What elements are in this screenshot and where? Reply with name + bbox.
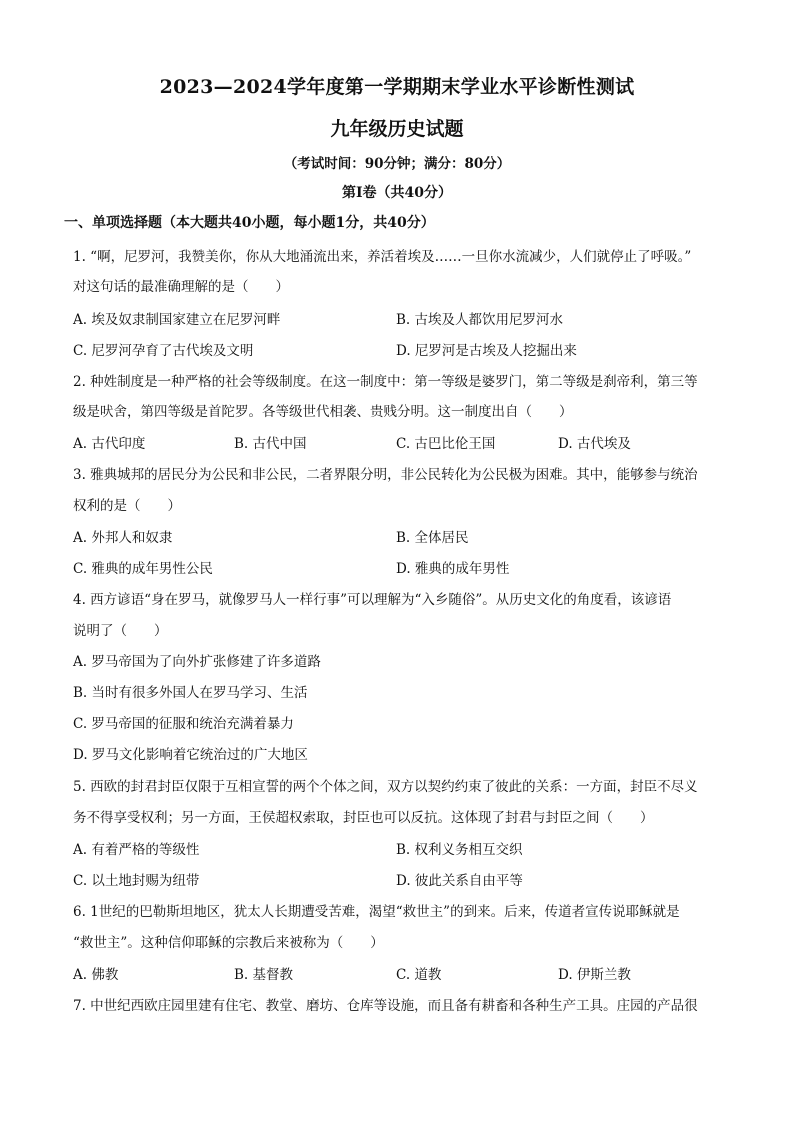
- section-heading: 一、单项选择题（本大题共40小题，每小题1分，共40分）: [64, 215, 435, 231]
- question-1-line-1: 1. “啊，尼罗河，我赞美你，你从大地涌流出来，养活着埃及……一旦你水流减少，人们就停止了呼吸。”: [73, 249, 692, 265]
- question-5-option-c: C. 以土地封赐为纽带: [73, 873, 200, 889]
- question-1-option-b: B. 古埃及人都饮用尼罗河水: [396, 312, 564, 328]
- question-6-option-c: C. 道教: [396, 967, 442, 983]
- question-3-option-c: C. 雅典的成年男性公民: [73, 561, 213, 577]
- question-3-option-b: B. 全体居民: [396, 530, 469, 546]
- question-1-line-2: 对这句话的最准确理解的是（ ）: [73, 279, 289, 295]
- question-2-option-b: B. 古代中国: [234, 436, 307, 452]
- question-6-option-b: B. 基督教: [234, 967, 294, 983]
- question-1-option-c: C. 尼罗河孕育了古代埃及文明: [73, 343, 254, 359]
- question-4-line-1: 4. 西方谚语“身在罗马，就像罗马人一样行事”可以理解为“入乡随俗”。从历史文化的角度看，该谚语: [73, 592, 672, 608]
- question-5-line-1: 5. 西欧的封君封臣仅限于互相宣誓的两个个体之间，双方以契约约束了彼此的关系：一方面，封臣不尽义: [73, 779, 698, 795]
- question-3-line-2: 权利的是（ ）: [73, 498, 181, 514]
- question-1-option-d: D. 尼罗河是古埃及人挖掘出来: [396, 343, 577, 359]
- question-3-line-1: 3. 雅典城邦的居民分为公民和非公民，二者界限分明，非公民转化为公民极为困难。其中，能够参与统治: [73, 467, 698, 483]
- question-4-option-c: C. 罗马帝国的征服和统治充满着暴力: [73, 716, 294, 732]
- volume-heading: 第Ⅰ卷（共40分）: [341, 185, 453, 201]
- question-4-line-2: 说明了（ ）: [73, 623, 168, 639]
- exam-title: 2023—2024学年度第一学期期末学业水平诊断性测试: [159, 76, 635, 98]
- exam-info: （考试时间：90分钟；满分：80分）: [283, 156, 511, 172]
- question-4-option-d: D. 罗马文化影响着它统治过的广大地区: [73, 747, 308, 763]
- question-2-option-c: C. 古巴比伦王国: [396, 436, 496, 452]
- question-3-option-d: D. 雅典的成年男性: [396, 561, 510, 577]
- question-5-line-2: 务不得享受权利；另一方面，王侯超权索取，封臣也可以反抗。这体现了封君与封臣之间（ ）: [73, 810, 654, 826]
- question-1-option-a: A. 埃及奴隶制国家建立在尼罗河畔: [73, 312, 281, 328]
- question-4-option-b: B. 当时有很多外国人在罗马学习、生活: [73, 685, 308, 701]
- question-6-line-2: “救世主”。这种信仰耶稣的宗教后来被称为（ ）: [73, 935, 384, 951]
- question-6-line-1: 6. 1世纪的巴勒斯坦地区，犹太人长期遭受苦难，渴望“救世主”的到来。后来，传道者宣传说耶稣就是: [73, 904, 680, 920]
- question-2-line-1: 2. 种姓制度是一种严格的社会等级制度。在这一制度中：第一等级是婆罗门，第二等级是刹帝利，第三等: [73, 374, 698, 390]
- question-6-option-d: D. 伊斯兰教: [558, 967, 631, 983]
- question-2-option-a: A. 古代印度: [73, 436, 146, 452]
- question-2-line-2: 级是吠舍，第四等级是首陀罗。各等级世代相袭、贵贱分明。这一制度出自（ ）: [73, 404, 573, 420]
- question-5-option-a: A. 有着严格的等级性: [73, 842, 200, 858]
- question-4-option-a: A. 罗马帝国为了向外扩张修建了许多道路: [73, 654, 321, 670]
- question-6-option-a: A. 佛教: [73, 967, 119, 983]
- exam-subtitle: 九年级历史试题: [330, 118, 464, 140]
- question-3-option-a: A. 外邦人和奴隶: [73, 530, 173, 546]
- question-5-option-b: B. 权利义务相互交织: [396, 842, 523, 858]
- question-5-option-d: D. 彼此关系自由平等: [396, 873, 523, 889]
- question-2-option-d: D. 古代埃及: [558, 436, 631, 452]
- question-7-line-1: 7. 中世纪西欧庄园里建有住宅、教堂、磨坊、仓库等设施，而且备有耕畜和各种生产工具。庄园的产品很: [73, 998, 698, 1014]
